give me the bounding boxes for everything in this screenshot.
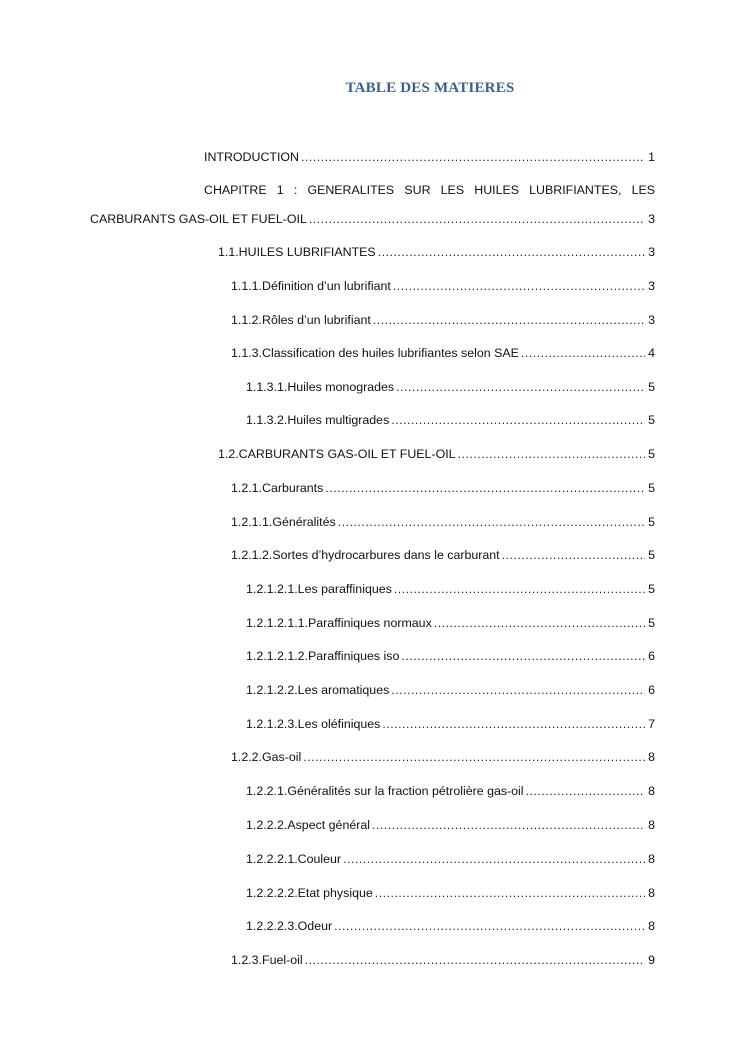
toc-leader-dots	[458, 447, 645, 462]
toc-entry-label: Huiles monogrades	[287, 380, 395, 394]
toc-entry-page: 8	[648, 818, 655, 832]
toc-entry-page: 3	[648, 212, 655, 226]
toc-entry-label: Carburants	[262, 481, 324, 495]
toc-entry-chapter-1[interactable]	[90, 212, 655, 227]
toc-leader-dots	[338, 515, 645, 530]
toc-entry-page: 8	[648, 750, 655, 764]
toc-entry-number: 1.1.	[218, 245, 239, 259]
toc-entry-page: 5	[648, 548, 655, 562]
toc-entry-1-2-2-2-1[interactable]	[246, 852, 655, 867]
toc-entry-label: Sortes d’hydrocarbures dans le carburant	[272, 548, 500, 562]
toc-entry-label: Fuel-oil	[262, 953, 303, 967]
toc-entry-1-2-1-2-1[interactable]	[246, 582, 655, 597]
toc-entry-label: Les paraffiniques	[297, 582, 392, 596]
toc-entry-number: 1.1.2.	[231, 313, 263, 327]
toc-entry-number: 1.1.1.	[231, 279, 263, 293]
toc-leader-dots	[343, 852, 645, 867]
toc-entry-label: CARBURANTS GAS-OIL ET FUEL-OIL	[90, 212, 307, 226]
toc-entry-number: 1.2.2.2.2.	[246, 886, 298, 900]
toc-entry-label: Gas-oil	[262, 750, 302, 764]
toc-entry-number: 1.2.1.1.	[231, 515, 273, 529]
toc-entry-1-2-1-2-1-2[interactable]	[246, 649, 655, 664]
toc-entry-1-1-3[interactable]	[231, 346, 655, 361]
toc-entry-page: 8	[648, 852, 655, 866]
toc-entry-number: 1.2.2.2.1.	[246, 852, 298, 866]
toc-entry-chapter-1-line1[interactable]: CHAPITRE 1 : GENERALITES SUR LES HUILES LUBRIFIANTES, LES	[204, 183, 655, 197]
toc-leader-dots	[396, 380, 645, 395]
toc-leader-dots	[373, 313, 645, 328]
toc-entry-page: 9	[648, 953, 655, 967]
toc-entry-1-2-1-2-3[interactable]	[246, 717, 655, 732]
toc-entry-1-1-1[interactable]	[231, 279, 655, 294]
toc-entry-page: 6	[648, 649, 655, 663]
toc-entry-1-2[interactable]	[218, 447, 655, 462]
toc-entry-label: INTRODUCTION	[204, 150, 299, 164]
toc-leader-dots	[434, 616, 645, 631]
toc-entry-label: HUILES LUBRIFIANTES	[238, 245, 376, 259]
toc-entry-1-2-1[interactable]	[231, 481, 655, 496]
toc-entry-page: 6	[648, 683, 655, 697]
toc-leader-dots	[309, 212, 645, 227]
toc-entry-label: Rôles d’un lubrifiant	[262, 313, 371, 327]
toc-leader-dots	[301, 150, 645, 165]
toc-leader-dots	[303, 750, 645, 765]
toc-entry-page: 5	[648, 515, 655, 529]
toc-entry-number: 1.2.1.2.1.2.	[246, 649, 309, 663]
toc-leader-dots	[521, 346, 645, 361]
toc-entry-1-1[interactable]	[218, 245, 655, 260]
toc-entry-page: 8	[648, 919, 655, 933]
toc-entry-label: Paraffiniques iso	[308, 649, 400, 663]
toc-entry-page: 3	[648, 245, 655, 259]
toc-entry-1-2-2-2[interactable]	[246, 818, 655, 833]
toc-entry-label: Couleur	[297, 852, 342, 866]
toc-entry-1-1-3-2[interactable]	[246, 413, 655, 428]
toc-entry-number: 1.2.1.2.1.	[246, 582, 298, 596]
toc-leader-dots	[382, 717, 645, 732]
toc-entry-page: 4	[648, 346, 655, 360]
toc-leader-dots	[391, 413, 645, 428]
toc-entry-number: 1.2.1.2.3.	[246, 717, 298, 731]
toc-leader-dots	[378, 245, 645, 260]
toc-entry-number: 1.1.3.1.	[246, 380, 288, 394]
toc-entry-1-2-2-2-2[interactable]	[246, 886, 655, 901]
toc-entry-page: 5	[648, 481, 655, 495]
toc-leader-dots	[305, 953, 645, 968]
page-title: TABLE DES MATIERES	[345, 80, 515, 96]
toc-entry-number: 1.1.3.	[231, 346, 263, 360]
toc-entry-page: 8	[648, 886, 655, 900]
toc-entry-1-2-2-2-3[interactable]	[246, 919, 655, 934]
toc-entry-label: Classification des huiles lubrifiantes selon SAE	[262, 346, 519, 360]
toc-entry-label: Odeur	[297, 919, 333, 933]
toc-entry-label: Les aromatiques	[297, 683, 390, 697]
toc-entry-number: 1.2.1.2.1.1.	[246, 616, 309, 630]
toc-entry-1-2-2[interactable]	[231, 750, 655, 765]
toc-entry-number: 1.2.3.	[231, 953, 263, 967]
toc-entry-page: 5	[648, 447, 655, 461]
toc-entry-label: Généralités sur la fraction pétrolière gas-oil	[287, 784, 524, 798]
toc-entry-number: 1.2.2.2.	[246, 818, 288, 832]
toc-entry-page: 8	[648, 784, 655, 798]
toc-entry-number: 1.1.3.2.	[246, 413, 288, 427]
toc-leader-dots	[401, 649, 645, 664]
toc-entry-page: 5	[648, 616, 655, 630]
toc-entry-1-2-1-2-2[interactable]	[246, 683, 655, 698]
toc-entry-1-2-1-2-1-1[interactable]	[246, 616, 655, 631]
toc-entry-page: 1	[648, 150, 655, 164]
toc-entry-page: 5	[648, 380, 655, 394]
toc-entry-page: 5	[648, 413, 655, 427]
toc-entry-label: Aspect général	[287, 818, 371, 832]
toc-entry-number: 1.2.2.	[231, 750, 263, 764]
toc-leader-dots	[391, 683, 645, 698]
toc-entry-number: 1.2.1.2.2.	[246, 683, 298, 697]
toc-leader-dots	[526, 784, 645, 799]
toc-leader-dots	[393, 279, 645, 294]
toc-entry-label: Les oléfiniques	[297, 717, 381, 731]
toc-entry-number: 1.2.	[218, 447, 239, 461]
toc-leader-dots	[334, 919, 645, 934]
toc-entry-1-2-2-1[interactable]	[246, 784, 655, 799]
toc-entry-page: 3	[648, 313, 655, 327]
toc-entry-label: Définition d’un lubrifiant	[262, 279, 391, 293]
toc-entry-introduction[interactable]	[204, 150, 655, 165]
toc-entry-number: 1.2.2.2.3.	[246, 919, 298, 933]
toc-entry-1-2-1-1[interactable]	[231, 515, 655, 530]
toc-entry-label: Généralités	[272, 515, 336, 529]
toc-entry-page: 7	[648, 717, 655, 731]
toc-entry-label: Etat physique	[297, 886, 373, 900]
toc-leader-dots	[375, 886, 645, 901]
toc-entry-1-2-1-2[interactable]	[231, 548, 655, 563]
toc-entry-label: Paraffiniques normaux	[308, 616, 432, 630]
toc-entry-label: Huiles multigrades	[287, 413, 390, 427]
toc-entry-1-2-3[interactable]	[231, 953, 655, 968]
toc-entry-number: 1.2.2.1.	[246, 784, 288, 798]
toc-leader-dots	[502, 548, 645, 563]
toc-entry-page: 5	[648, 582, 655, 596]
toc-entry-1-1-2[interactable]	[231, 313, 655, 328]
toc-leader-dots	[372, 818, 645, 833]
toc-entry-number: 1.2.1.2.	[231, 548, 273, 562]
toc-entry-1-1-3-1[interactable]	[246, 380, 655, 395]
toc-entry-number: 1.2.1.	[231, 481, 263, 495]
toc-entry-page: 3	[648, 279, 655, 293]
toc-entry-label: CARBURANTS GAS-OIL ET FUEL-OIL	[238, 447, 456, 461]
toc-leader-dots	[325, 481, 645, 496]
toc-leader-dots	[394, 582, 645, 597]
